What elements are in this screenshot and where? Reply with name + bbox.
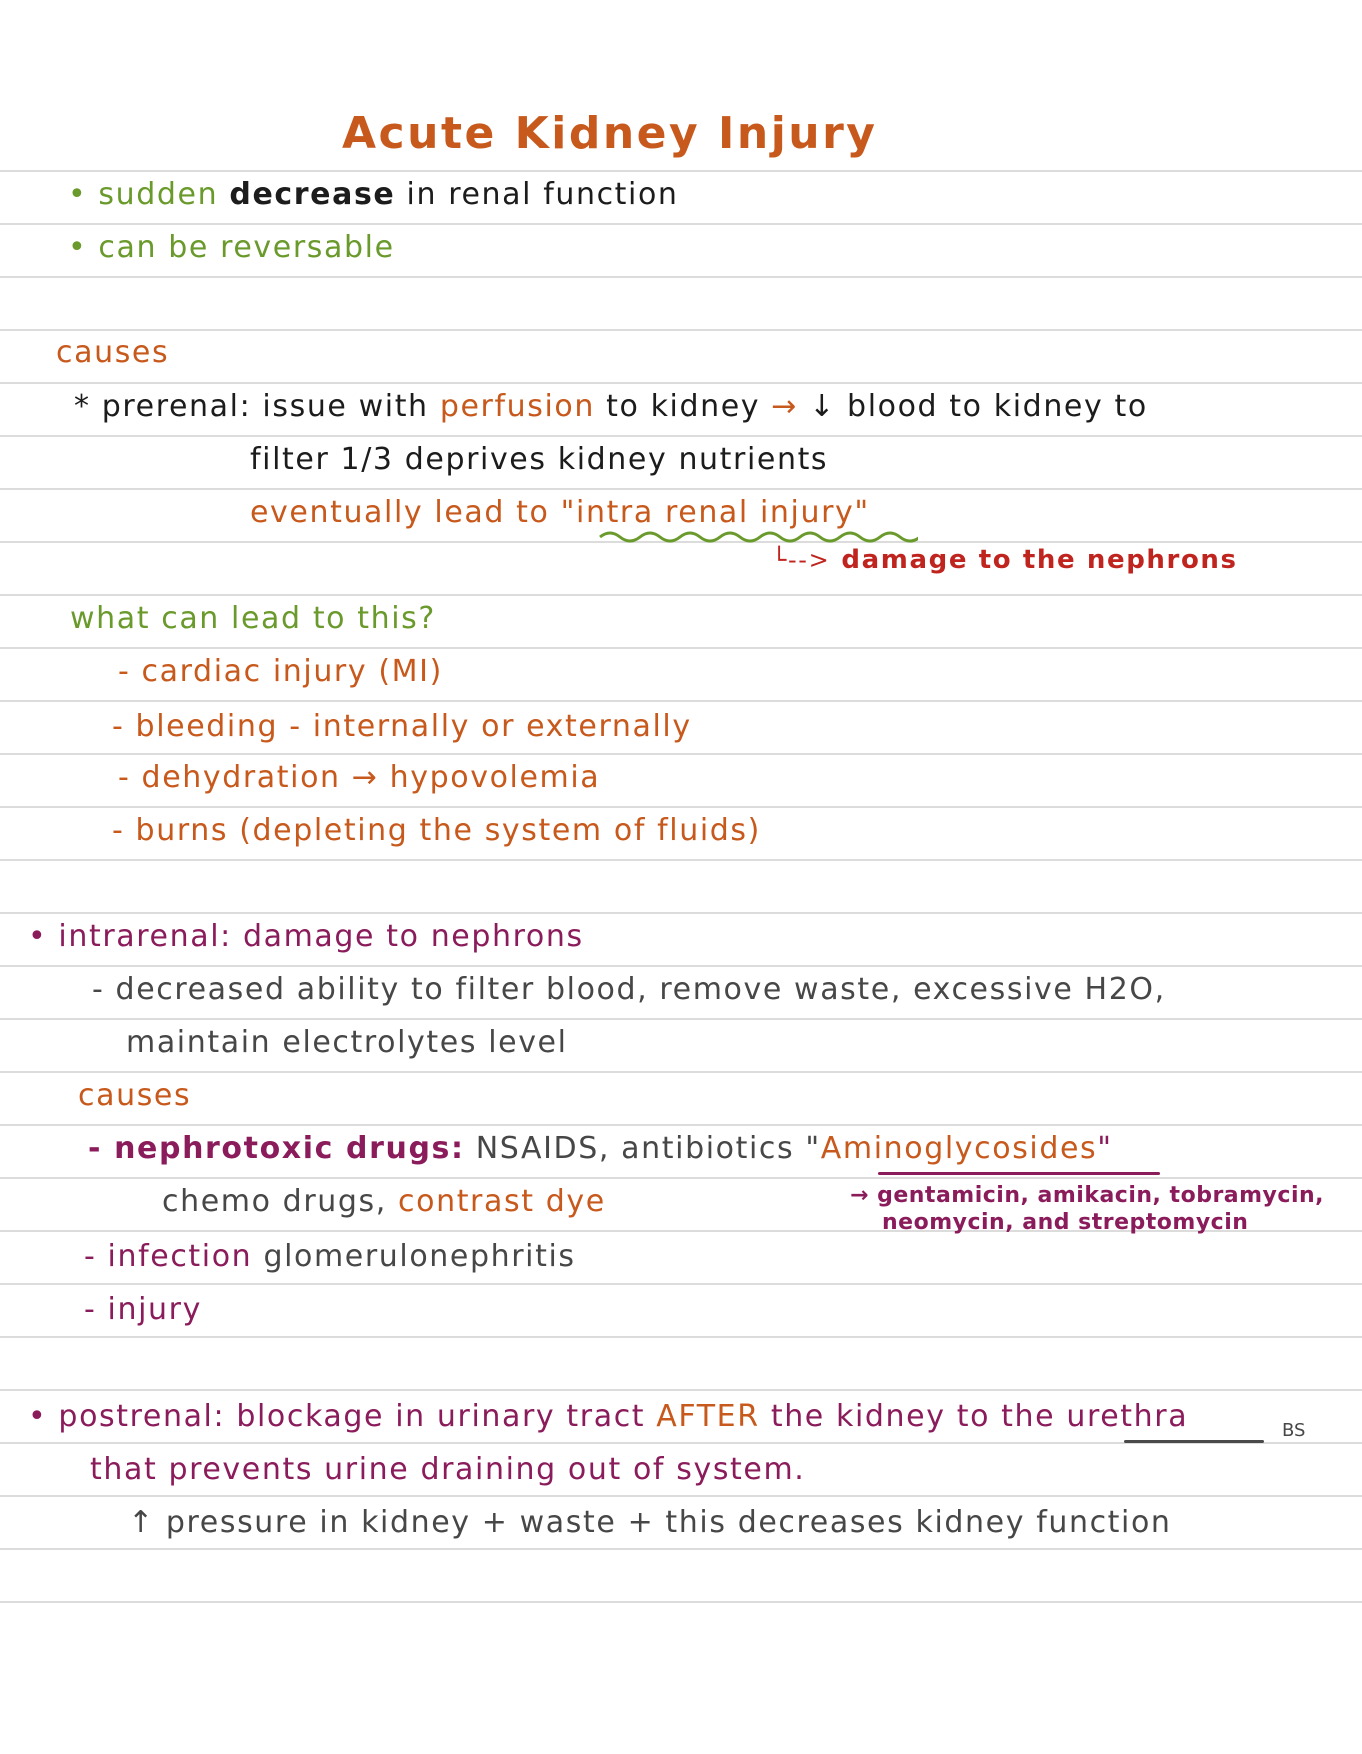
ruled-line	[0, 276, 1362, 278]
chemo-drugs: chemo drugs,	[162, 1184, 387, 1219]
ruled-line	[0, 1336, 1362, 1338]
aminoglycosides-underline	[878, 1172, 1160, 1175]
ruled-line	[0, 859, 1362, 861]
postrenal-urethra: urethra	[1066, 1399, 1189, 1434]
ruled-line	[0, 223, 1362, 225]
intro-line-2: • can be reversable	[68, 230, 395, 265]
intrarenal-causes-heading: causes	[78, 1078, 192, 1113]
prerenal-eventually: eventually lead to "	[250, 495, 577, 530]
ruled-line	[0, 1124, 1362, 1126]
ruled-line	[0, 1283, 1362, 1285]
prerenal-line-4	[772, 544, 1238, 574]
prerenal-blood-to-kidney: ↓ blood to kidney to	[809, 389, 1148, 424]
ruled-line	[0, 806, 1362, 808]
nephrotoxic-drugs: - nephrotoxic drugs:	[88, 1131, 465, 1166]
ruled-line	[0, 170, 1362, 172]
prerenal-quote-close: "	[854, 495, 870, 530]
intrarenal-line-1: • intrarenal: damage to nephrons	[28, 919, 584, 954]
injury-line: - injury	[84, 1292, 202, 1327]
nsaids-antibiotics: NSAIDS, antibiotics "	[475, 1131, 821, 1166]
intro-decrease: decrease	[229, 177, 396, 212]
dashed-arrow-icon: └-->	[772, 546, 831, 574]
prerenal-line-1	[74, 389, 1148, 424]
prerenal-label: * prerenal: issue with	[74, 389, 429, 424]
intro-line-1	[68, 177, 679, 212]
intro-sudden: • sudden	[68, 177, 219, 212]
list-item: - cardiac injury (MI)	[118, 654, 443, 689]
bs-annotation: BS	[1282, 1420, 1306, 1441]
causes-heading: causes	[56, 335, 170, 370]
ruled-line	[0, 647, 1362, 649]
aminoglycosides-note-1: → gentamicin, amikacin, tobramycin,	[850, 1183, 1324, 1208]
ruled-line	[0, 594, 1362, 596]
what-leads-heading: what can lead to this?	[70, 601, 436, 636]
page-title: Acute Kidney Injury	[342, 108, 878, 159]
ruled-line	[0, 1601, 1362, 1603]
arrow-right-icon: →	[771, 389, 799, 424]
intrarenal-drugs-line	[88, 1131, 1113, 1166]
list-item: - dehydration → hypovolemia	[118, 760, 601, 795]
aminoglycosides-note-2: neomycin, and streptomycin	[882, 1210, 1249, 1235]
ruled-line	[0, 435, 1362, 437]
ruled-line	[0, 700, 1362, 702]
infection-line	[84, 1239, 576, 1274]
intrarenal-injury-term: intra renal injury	[576, 495, 855, 530]
ruled-line	[0, 1177, 1362, 1179]
list-item: - bleeding - internally or externally	[112, 709, 692, 744]
ruled-line	[0, 753, 1362, 755]
intrarenal-line-3: maintain electrolytes level	[126, 1025, 568, 1060]
prerenal-line-3	[250, 495, 870, 530]
ruled-line	[0, 965, 1362, 967]
postrenal-kidney-to: the kidney to the	[770, 1399, 1056, 1434]
infection: - infection	[84, 1239, 253, 1274]
ruled-line	[0, 382, 1362, 384]
wavy-underline	[598, 530, 918, 544]
ruled-line	[0, 1495, 1362, 1497]
chemo-line	[162, 1184, 606, 1219]
prerenal-to-kidney: to kidney	[606, 389, 761, 424]
postrenal-line-2: that prevents urine draining out of system.	[90, 1452, 806, 1487]
ruled-line	[0, 912, 1362, 914]
ruled-line	[0, 1548, 1362, 1550]
ruled-line	[0, 1018, 1362, 1020]
glomerulonephritis: glomerulonephritis	[263, 1239, 576, 1274]
urethra-underline	[1124, 1440, 1264, 1443]
postrenal-line-3: ↑ pressure in kidney + waste + this decreases kidney function	[128, 1505, 1172, 1540]
postrenal-line-1	[28, 1399, 1189, 1434]
intro-renal-function: in renal function	[406, 177, 679, 212]
intrarenal-line-2: - decreased ability to filter blood, remove waste, excessive H2O,	[92, 972, 1166, 1007]
ruled-line	[0, 1071, 1362, 1073]
ruled-line	[0, 488, 1362, 490]
postrenal-blockage: • postrenal: blockage in urinary tract	[28, 1399, 646, 1434]
list-item: - burns (depleting the system of fluids)	[112, 813, 761, 848]
aminoglycosides-quote-close: "	[1097, 1131, 1113, 1166]
postrenal-after: AFTER	[656, 1399, 760, 1434]
damage-nephrons-note: damage to the nephrons	[841, 545, 1238, 575]
ruled-line	[0, 1389, 1362, 1391]
prerenal-line-2: filter 1/3 deprives kidney nutrients	[250, 442, 829, 477]
aminoglycosides: Aminoglycosides	[820, 1131, 1098, 1166]
prerenal-perfusion: perfusion	[439, 389, 595, 424]
contrast-dye: contrast dye	[398, 1184, 606, 1219]
ruled-line	[0, 329, 1362, 331]
